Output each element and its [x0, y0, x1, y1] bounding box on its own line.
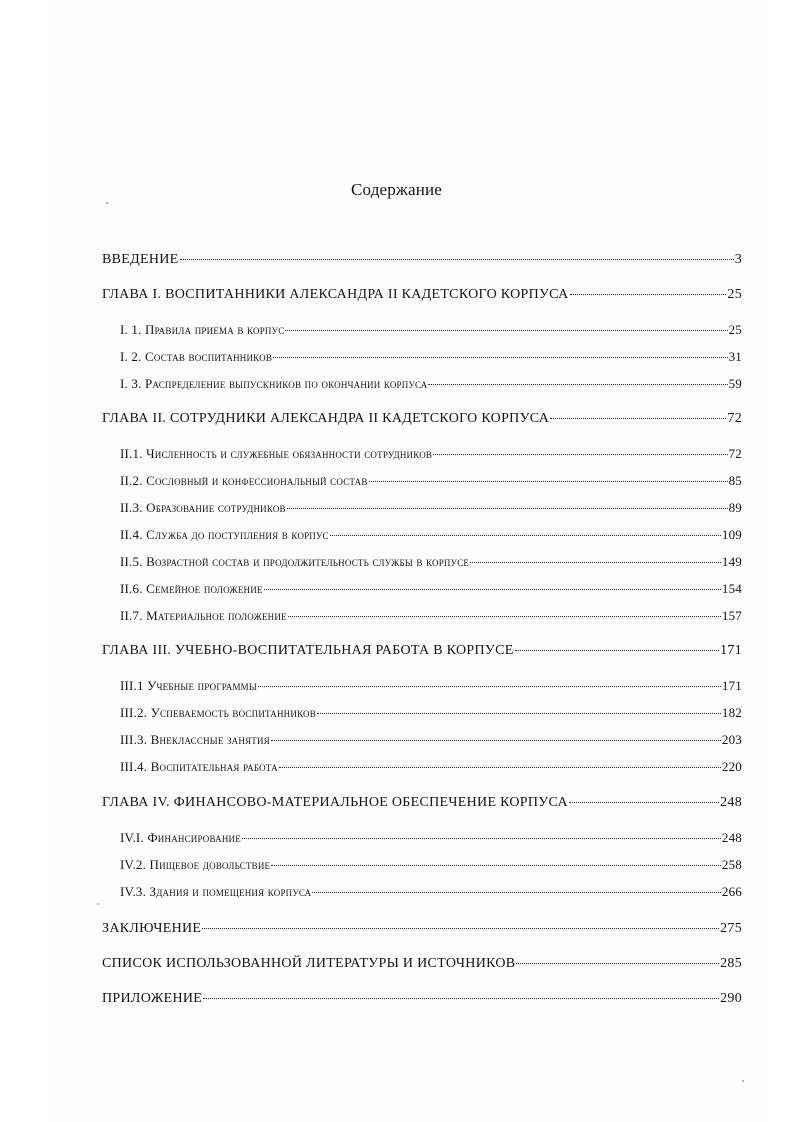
dot-leader [202, 927, 719, 929]
toc-entry-label: II.6. Семейное положение [120, 581, 263, 596]
toc-entry-page: 171 [721, 678, 742, 693]
toc-entry-section-3-3[interactable] [120, 732, 742, 752]
dot-leader [470, 561, 721, 563]
dot-leader [570, 293, 727, 295]
toc-entry-page: 25 [727, 287, 742, 302]
dot-leader [550, 417, 726, 419]
dot-leader [516, 962, 719, 964]
toc-entry-bibliography[interactable] [102, 956, 742, 976]
toc-entry-label: II.4. Служба до поступления в корпус [120, 527, 329, 542]
dot-leader [369, 480, 728, 482]
dot-leader [258, 685, 721, 687]
page-title: Содержание [350, 180, 443, 199]
toc-entry-page: 266 [721, 884, 742, 899]
dot-leader [312, 891, 721, 893]
dot-leader [285, 329, 727, 331]
dot-leader [287, 507, 728, 509]
toc-entry-label: ГЛАВА II. СОТРУДНИКИ АЛЕКСАНДРА II КАДЕТСКОГО КОРПУСА [102, 411, 550, 426]
toc-entry-label: IV.I. Финансирование [120, 830, 241, 845]
toc-entry-label: III.1 Учебные программы [120, 678, 257, 693]
toc-entry-label: II.3. Образование сотрудников [120, 500, 286, 515]
dot-leader [203, 997, 719, 999]
toc-entry-page: 248 [721, 830, 742, 845]
dot-leader [330, 534, 721, 536]
toc-entry-page: 31 [728, 349, 742, 364]
dot-leader [273, 356, 728, 358]
dot-leader [271, 864, 721, 866]
toc-entry-page: 85 [728, 473, 742, 488]
toc-entry-section-2-5[interactable] [120, 554, 742, 574]
toc-entry-page: 25 [728, 322, 742, 337]
toc-entry-label: IV.3. Здания и помещения корпуса [120, 884, 312, 899]
toc-entry-section-2-7[interactable] [120, 608, 742, 628]
dot-leader [180, 258, 734, 260]
toc-entry-page: 275 [720, 921, 742, 936]
toc-entry-label: III.4. Воспитательная работа [120, 759, 278, 774]
toc-entry-page: 157 [721, 608, 742, 623]
dot-leader [317, 712, 721, 714]
toc-entry-label: I. 2. Состав воспитанников [120, 349, 273, 364]
dot-leader [515, 649, 720, 651]
toc-entry-section-2-2[interactable] [120, 473, 742, 493]
scan-speck [97, 903, 99, 905]
toc-entry-introduction[interactable] [102, 252, 742, 272]
toc-entry-section-3-2[interactable] [120, 705, 742, 725]
toc-entry-label: ГЛАВА I. ВОСПИТАННИКИ АЛЕКСАНДРА II КАДЕТСКОГО КОРПУСА [102, 287, 569, 302]
toc-entry-section-2-4[interactable] [120, 527, 742, 547]
toc-entry-section-1-3[interactable] [120, 376, 742, 396]
toc-entry-section-2-6[interactable] [120, 581, 742, 601]
toc-entry-page: 285 [720, 956, 742, 971]
scan-margin-left [0, 0, 48, 1122]
dot-leader [569, 801, 719, 803]
toc-entry-page: 171 [720, 643, 742, 658]
toc-entry-label: II.2. Сословный и конфессиональный состав [120, 473, 368, 488]
toc-entry-section-4-1[interactable] [120, 830, 742, 850]
toc-entry-label: I. 1. Правила приема в корпус [120, 322, 285, 337]
dot-leader [288, 615, 721, 617]
toc-entry-chapter-4[interactable] [102, 795, 742, 815]
toc-entry-page: 3 [734, 252, 742, 267]
toc-entry-section-1-1[interactable] [120, 322, 742, 342]
toc-entry-label: IV.2. Пищевое довольствие [120, 857, 271, 872]
toc-entry-chapter-1[interactable] [102, 287, 742, 307]
toc-entry-label: СПИСОК ИСПОЛЬЗОВАННОЙ ЛИТЕРАТУРЫ И ИСТОЧНИКОВ [102, 956, 516, 971]
scan-margin-right [771, 0, 793, 1122]
toc-entry-page: 290 [720, 991, 742, 1006]
toc-entry-section-1-2[interactable] [120, 349, 742, 369]
toc-entry-page: 154 [721, 581, 742, 596]
toc-entry-page: 59 [728, 376, 742, 391]
toc-entry-conclusion[interactable] [102, 921, 742, 941]
toc-entry-label: II.5. Возрастной состав и продолжительность службы в корпусе [120, 554, 470, 569]
toc-entry-page: 220 [721, 759, 742, 774]
toc-entry-page: 248 [720, 795, 742, 810]
toc-entry-page: 258 [721, 857, 742, 872]
toc-entry-label: III.3. Внеклассные занятия [120, 732, 270, 747]
toc-entry-label: I. 3. Распределение выпускников по окончании корпуса [120, 376, 428, 391]
toc-entry-section-3-1[interactable] [120, 678, 742, 698]
toc-entry-label: ВВЕДЕНИЕ [102, 252, 179, 267]
toc-entry-label: ГЛАВА III. УЧЕБНО-ВОСПИТАТЕЛЬНАЯ РАБОТА В КОРПУСЕ [102, 643, 514, 658]
toc-entry-label: II.7. Материальное положение [120, 608, 287, 623]
toc-entry-page: 109 [721, 527, 742, 542]
scan-speck [106, 202, 108, 204]
toc-entry-section-2-3[interactable] [120, 500, 742, 520]
toc-entry-chapter-3[interactable] [102, 643, 742, 663]
dot-leader [271, 739, 721, 741]
toc-entry-chapter-2[interactable] [102, 411, 742, 431]
dot-leader [428, 383, 727, 385]
dot-leader [279, 766, 721, 768]
toc-entry-section-3-4[interactable] [120, 759, 742, 779]
toc-entry-page: 182 [721, 705, 742, 720]
dot-leader [264, 588, 721, 590]
toc-entry-page: 89 [728, 500, 742, 515]
toc-entry-appendix[interactable] [102, 991, 742, 1011]
scan-speck [742, 1080, 744, 1082]
toc-entry-section-4-2[interactable] [120, 857, 742, 877]
toc-entry-label: II.1. Численность и служебные обязанности сотрудников [120, 446, 433, 461]
toc-entry-label: ГЛАВА IV. ФИНАНСОВО-МАТЕРИАЛЬНОЕ ОБЕСПЕЧЕНИЕ КОРПУСА [102, 795, 568, 810]
dot-leader [433, 453, 727, 455]
toc-entry-page: 72 [727, 411, 742, 426]
toc-entry-label: III.2. Успеваемость воспитанников [120, 705, 316, 720]
toc-entry-label: ПРИЛОЖЕНИЕ [102, 991, 203, 1006]
toc-entry-page: 72 [728, 446, 742, 461]
toc-entry-section-4-3[interactable] [120, 884, 742, 904]
dot-leader [242, 837, 721, 839]
toc-entry-label: ЗАКЛЮЧЕНИЕ [102, 921, 202, 936]
toc-entry-page: 149 [721, 554, 742, 569]
toc-entry-section-2-1[interactable] [120, 446, 742, 466]
toc-entry-page: 203 [721, 732, 742, 747]
